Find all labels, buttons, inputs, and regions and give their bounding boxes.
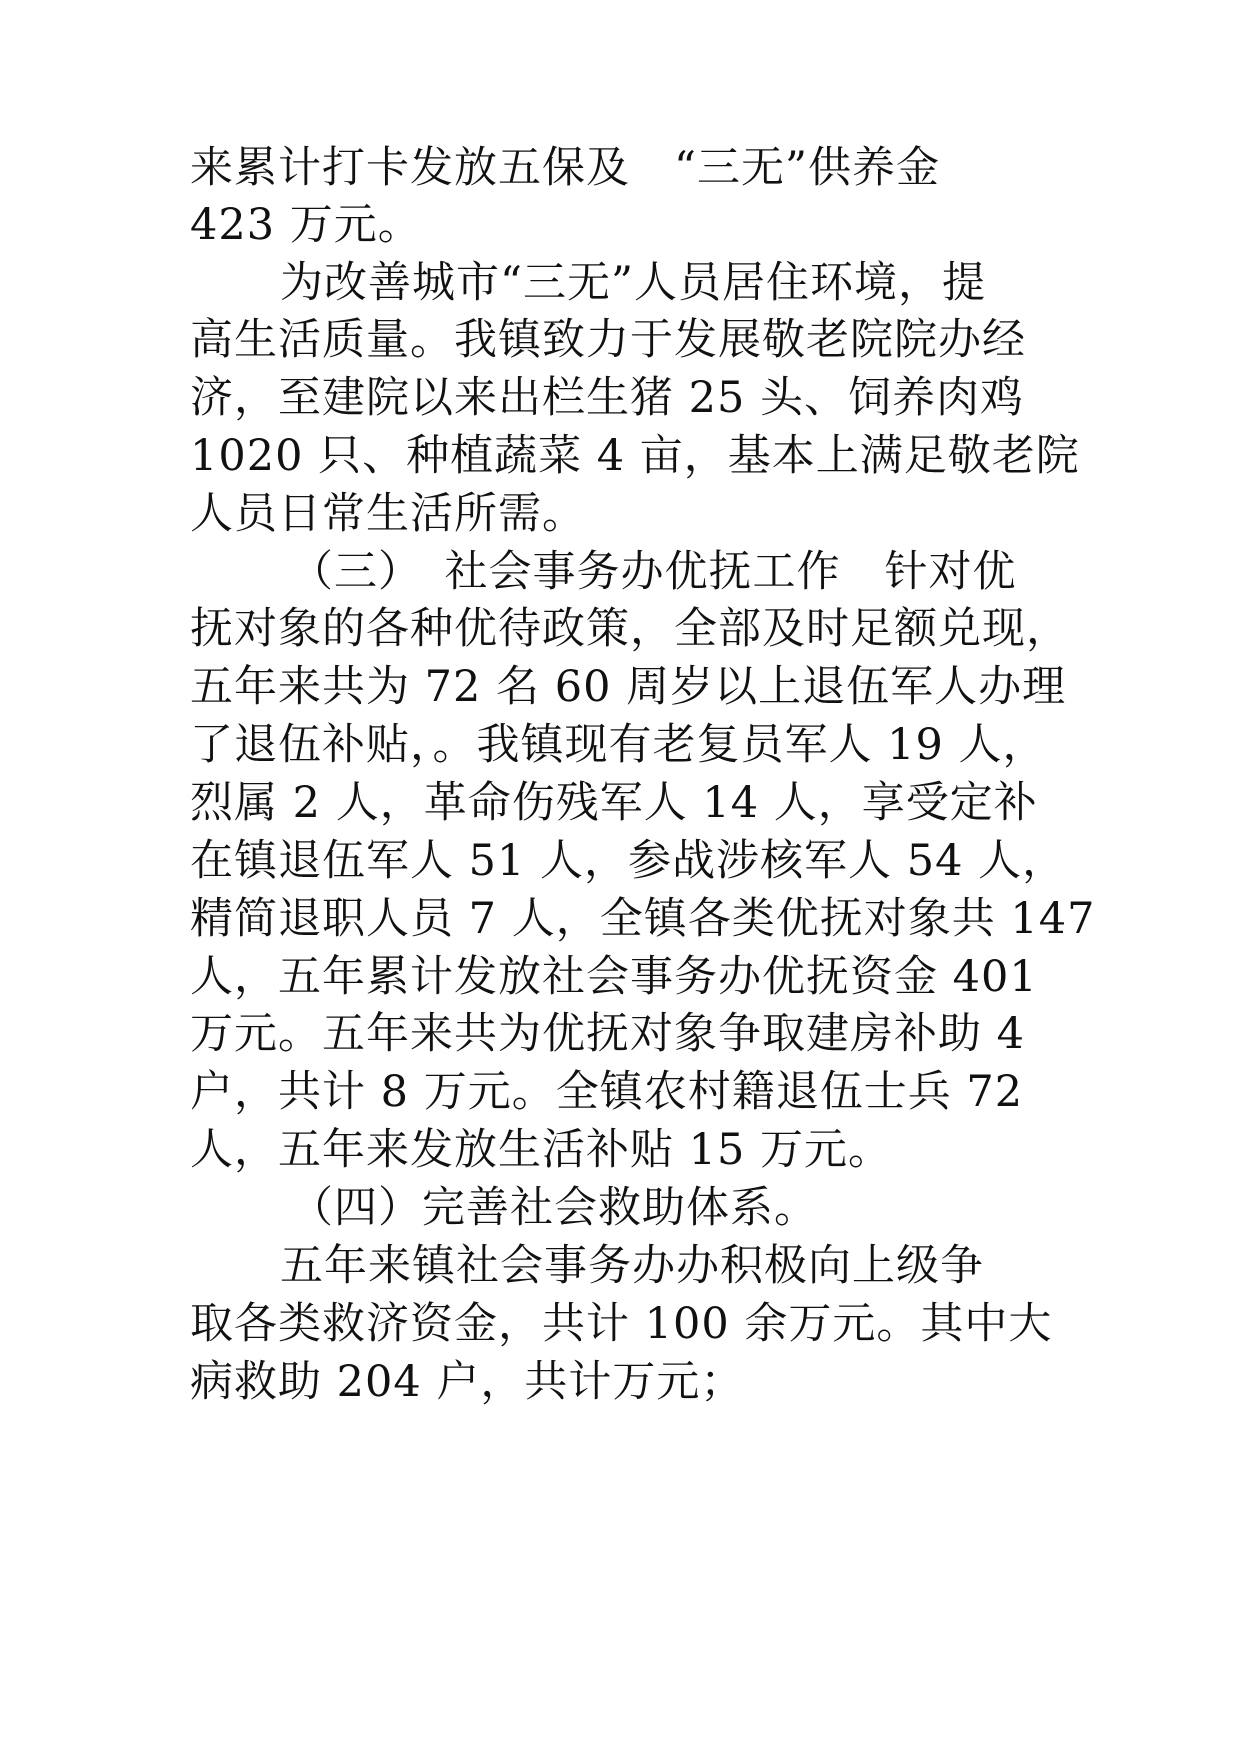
text-line: 423 万元。	[190, 200, 422, 250]
text-line: 高生活质量。我镇致力于发展敬老院院办经	[190, 315, 1026, 365]
text-line: 烈属 2 人，革命伤残军人 14 人，享受定补	[190, 778, 1038, 828]
text-line: 在镇退伍军人 51 人，参战涉核军人 54 人，	[190, 836, 1067, 886]
text-line: （四）完善社会救助体系。	[290, 1183, 818, 1233]
text-line: 人，五年来发放生活补贴 15 万元。	[190, 1125, 893, 1175]
text-line: 抚对象的各种优待政策，全部及时足额兑现，	[190, 604, 1070, 654]
text-line: 1020 只、种植蔬菜 4 亩，基本上满足敬老院	[190, 431, 1080, 481]
text-line: 万元。五年来共为优抚对象争取建房补助 4	[190, 1009, 1026, 1059]
text-line: 精简退职人员 7 人，全镇各类优抚对象共 147	[190, 894, 1096, 944]
text-line: 五年来镇社会事务办办积极向上级争	[280, 1241, 984, 1291]
text-line: 为改善城市“三无”人员居住环境，提	[280, 258, 986, 308]
text-line: 来累计打卡发放五保及 “三无”供养金	[190, 143, 940, 193]
text-line: 济，至建院以来出栏生猪 25 头、饲养肉鸡	[190, 373, 1025, 423]
text-line: 病救助 204 户，共计万元；	[190, 1357, 745, 1407]
text-line: 五年来共为 72 名 60 周岁以上退伍军人办理	[190, 662, 1067, 712]
text-line: （三） 社会事务办优抚工作 针对优	[290, 547, 1017, 597]
text-line: 户，共计 8 万元。全镇农村籍退伍士兵 72	[190, 1067, 1024, 1117]
text-line: 取各类救济资金，共计 100 余万元。其中大	[190, 1299, 1053, 1349]
text-line: 人，五年累计发放社会事务办优抚资金 401	[190, 952, 1038, 1002]
text-line: 人员日常生活所需。	[190, 489, 586, 539]
text-line: 了退伍补贴，。我镇现有老复员军人 19 人，	[190, 720, 1047, 770]
